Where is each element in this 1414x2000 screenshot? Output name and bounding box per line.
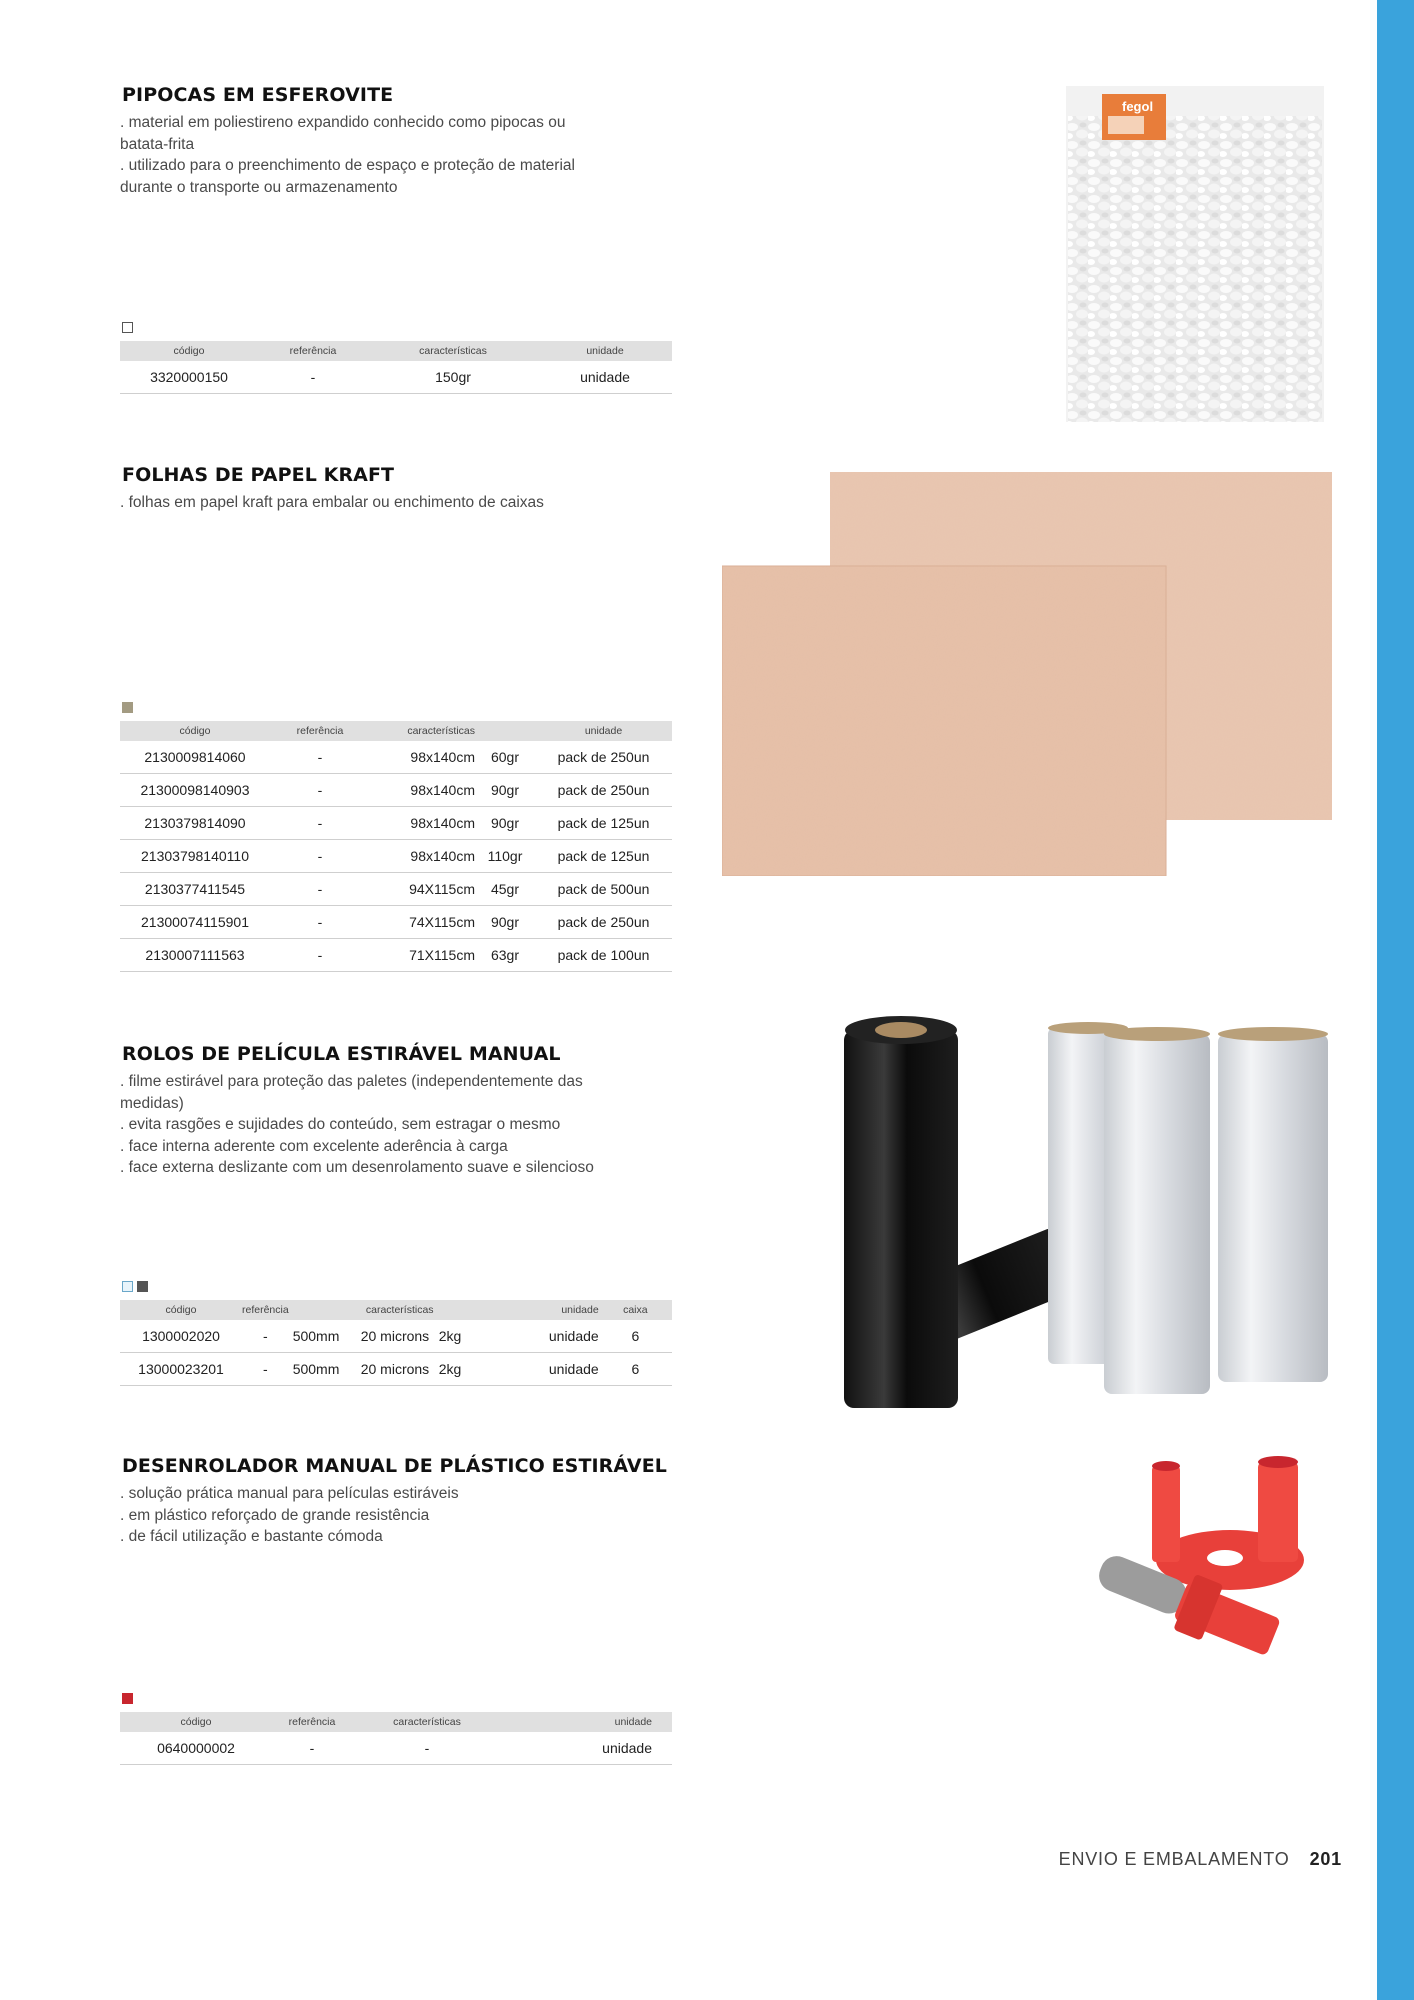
table-cell: 6 [599,1353,672,1386]
table-cell: 110gr [475,840,535,873]
table-cell: pack de 250un [535,906,672,939]
styrofoam-bag-photo [1066,86,1324,422]
spec-table [120,1712,672,1765]
table-cell: 1300002020 [120,1320,242,1353]
table-cell: - [270,741,370,774]
color-swatches [122,1693,133,1704]
table-cell: 6 [599,1320,672,1353]
col-header [370,721,475,741]
col-header: referência [272,1712,352,1732]
product-description [120,492,680,514]
col-header: código [120,341,258,361]
table-cell: unidade [499,1320,599,1353]
table-cell: 21300098140903 [120,774,270,807]
table-cell: 21303798140110 [120,840,270,873]
col-header: unidade [538,341,672,361]
color-swatch-transparent [122,1281,133,1292]
col-header: referência [242,1300,289,1320]
table-cell: 20 microns [361,1353,439,1386]
table-row [120,807,672,840]
product-description [120,1071,680,1179]
description-line: . evita rasgões e sujidades do conteúdo, sem estragar o mesmo [120,1116,561,1133]
table-cell: - [270,774,370,807]
table-cell: - [270,939,370,972]
table-cell: pack de 100un [535,939,672,972]
table-cell: 60gr [475,741,535,774]
col-header: referência [258,341,368,361]
col-header: código [120,1712,272,1732]
description-line: . face externa deslizante com um desenrolamento suave e silencioso [120,1159,594,1176]
table-row [120,1320,672,1353]
cell-code: 3320000150 [120,361,258,394]
table-cell: 63gr [475,939,535,972]
color-swatches [122,322,133,333]
table-cell: 98x140cm [370,840,475,873]
table-cell: 500mm [289,1320,361,1353]
table-cell: 2130379814090 [120,807,270,840]
cell-spec: 150gr [368,361,538,394]
col-header [475,721,535,741]
cell-ref: - [258,361,368,394]
product-title: DESENROLADOR MANUAL DE PLÁSTICO ESTIRÁVEL [122,1455,668,1477]
product-pipocas [120,84,680,385]
col-header [439,1300,499,1320]
table-row [120,1353,672,1386]
col-header: características [361,1300,439,1320]
table-cell: - [270,840,370,873]
table-cell: 90gr [475,906,535,939]
col-header: características [352,1712,502,1732]
col-header: caixa [599,1300,672,1320]
col-header: referência [270,721,370,741]
fegol-logo: fegol [1122,99,1154,114]
table-cell: 90gr [475,774,535,807]
table-cell: pack de 250un [535,774,672,807]
description-line: . folhas em papel kraft para embalar ou enchimento de caixas [120,494,544,511]
footer-section-label: ENVIO E EMBALAMENTO [1058,1849,1290,1869]
page-footer [1059,1849,1342,1870]
description-line: medidas) [120,1094,184,1112]
color-swatch-red [122,1693,133,1704]
color-swatches [122,702,133,713]
cell-unit: unidade [538,361,672,394]
col-header: características [368,341,538,361]
col-header [499,1300,599,1320]
table-cell: 2130007111563 [120,939,270,972]
table-cell: pack de 250un [535,741,672,774]
color-swatch-kraft [122,702,133,713]
col-header-text: características [407,725,475,737]
kraft-paper-photo [722,472,1332,876]
spec-table [120,1300,672,1386]
table-cell: pack de 125un [535,807,672,840]
col-header-text: unidade [561,1304,599,1316]
product-title: FOLHAS DE PAPEL KRAFT [122,464,395,486]
col-header: unidade [535,721,672,741]
cell-code: 0640000002 [120,1732,272,1765]
film-dispenser-photo [1090,1452,1318,1680]
description-line: . filme estirável para proteção das paletes (independentemente das [120,1073,583,1090]
table-cell: 2kg [439,1353,499,1386]
table-cell: 74X115cm [370,906,475,939]
color-swatches [122,1281,148,1292]
table-cell: pack de 500un [535,873,672,906]
table-cell: 71X115cm [370,939,475,972]
table-cell: 98x140cm [370,807,475,840]
table-cell: 94X115cm [370,873,475,906]
cell-ref: - [272,1732,352,1765]
spec-table [120,721,672,972]
table-cell: - [270,807,370,840]
col-header: código [120,721,270,741]
product-description [120,112,680,198]
color-swatch-black [137,1281,148,1292]
product-desenrolador [120,1455,680,1756]
cell-unit: unidade [502,1732,672,1765]
col-header-text: unidade [614,1716,652,1728]
cell-spec: - [352,1732,502,1765]
table-row [120,873,672,906]
table-row [120,774,672,807]
table-cell: - [242,1320,289,1353]
table-cell: 90gr [475,807,535,840]
spec-table [120,341,672,394]
description-line: durante o transporte ou armazenamento [120,178,398,196]
description-line: . face interna aderente com excelente aderência à carga [120,1137,508,1155]
table-cell: 2kg [439,1320,499,1353]
table-row [120,361,672,394]
product-title: PIPOCAS EM ESFEROVITE [122,84,394,106]
col-header: código [120,1300,242,1320]
description-line: batata-frita [120,135,195,153]
table-cell: 45gr [475,873,535,906]
table-row [120,840,672,873]
description-line: . solução prática manual para películas estiráveis [120,1485,459,1502]
table-cell: unidade [499,1353,599,1386]
product-pelicula-estiravel [120,1043,680,1377]
description-line: . em plástico reforçado de grande resistência [120,1506,430,1524]
description-line: . material em poliestireno expandido conhecido como pipocas ou [120,114,566,131]
col-header [289,1300,361,1320]
table-cell: 21300074115901 [120,906,270,939]
product-description [120,1483,680,1548]
table-row [120,939,672,972]
product-papel-kraft [120,464,680,963]
product-title: ROLOS DE PELÍCULA ESTIRÁVEL MANUAL [122,1043,561,1065]
table-cell: pack de 125un [535,840,672,873]
table-cell: - [270,873,370,906]
table-cell: - [270,906,370,939]
description-line: . utilizado para o preenchimento de espaço e proteção de material [120,157,575,174]
col-header [502,1712,672,1732]
accent-side-bar [1377,0,1414,2000]
table-cell: 2130377411545 [120,873,270,906]
table-cell: 20 microns [361,1320,439,1353]
table-cell: 2130009814060 [120,741,270,774]
table-cell: 500mm [289,1353,361,1386]
stretch-film-rolls-photo [842,1008,1332,1408]
page-number: 201 [1309,1849,1342,1869]
table-cell: 98x140cm [370,741,475,774]
description-line: . de fácil utilização e bastante cómoda [120,1528,383,1545]
table-cell: - [242,1353,289,1386]
table-row [120,741,672,774]
color-swatch-white [122,322,133,333]
table-row [120,906,672,939]
table-row [120,1732,672,1765]
table-cell: 13000023201 [120,1353,242,1386]
table-cell: 98x140cm [370,774,475,807]
